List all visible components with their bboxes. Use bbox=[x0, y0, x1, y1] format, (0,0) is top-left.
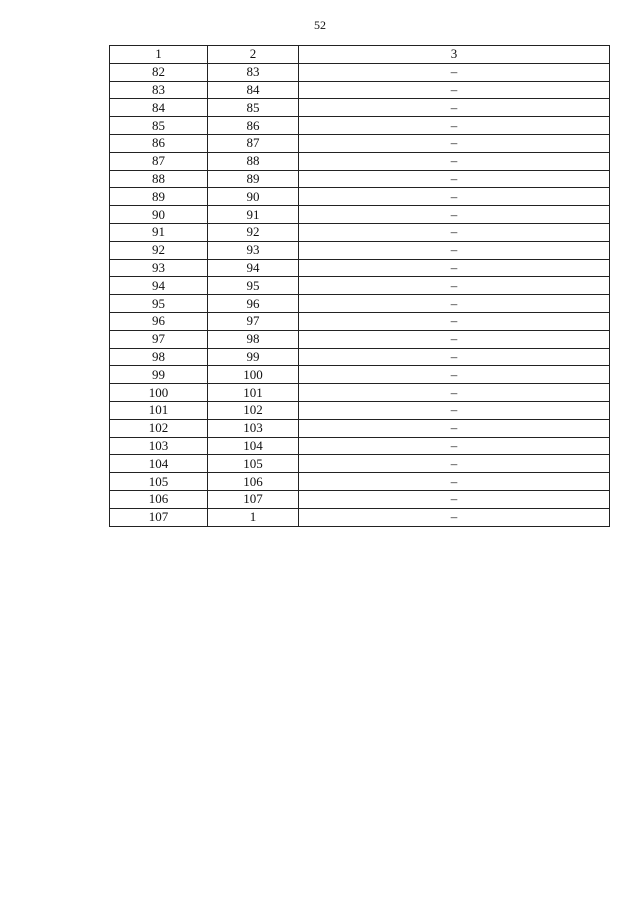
table-cell-col3: – bbox=[299, 63, 610, 81]
table-cell-col3: – bbox=[299, 170, 610, 188]
table-cell-col1: 93 bbox=[110, 259, 208, 277]
table-cell-col2: 94 bbox=[208, 259, 299, 277]
table-cell-col3: – bbox=[299, 312, 610, 330]
table-row bbox=[110, 455, 610, 473]
table-row bbox=[110, 277, 610, 295]
table-body bbox=[110, 63, 610, 526]
table-cell-col1: 106 bbox=[110, 490, 208, 508]
table-cell-col2: 84 bbox=[208, 81, 299, 99]
table-row bbox=[110, 419, 610, 437]
table-cell-col3: – bbox=[299, 508, 610, 526]
table-cell-col2: 105 bbox=[208, 455, 299, 473]
table-cell-col2: 83 bbox=[208, 63, 299, 81]
table-cell-col1: 91 bbox=[110, 223, 208, 241]
table-cell-col3: – bbox=[299, 366, 610, 384]
table-row bbox=[110, 508, 610, 526]
table-cell-col3: – bbox=[299, 348, 610, 366]
table-cell-col3: – bbox=[299, 437, 610, 455]
table-row bbox=[110, 241, 610, 259]
table-cell-col3: – bbox=[299, 188, 610, 206]
table-cell-col1: 98 bbox=[110, 348, 208, 366]
table-cell-col3: – bbox=[299, 401, 610, 419]
table-cell-col3: – bbox=[299, 223, 610, 241]
table-row bbox=[110, 384, 610, 402]
table-cell-col1: 89 bbox=[110, 188, 208, 206]
table-cell-col2: 97 bbox=[208, 312, 299, 330]
table-cell-col3: – bbox=[299, 241, 610, 259]
table-row bbox=[110, 348, 610, 366]
table-cell-col1: 90 bbox=[110, 206, 208, 224]
table-cell-col3: – bbox=[299, 99, 610, 117]
table-row bbox=[110, 312, 610, 330]
table-cell-col2: 95 bbox=[208, 277, 299, 295]
table-cell-col1: 92 bbox=[110, 241, 208, 259]
data-table bbox=[109, 45, 610, 527]
table-cell-col1: 96 bbox=[110, 312, 208, 330]
table-cell-col2: 96 bbox=[208, 295, 299, 313]
table-cell-col1: 82 bbox=[110, 63, 208, 81]
table-cell-col2: 91 bbox=[208, 206, 299, 224]
table-cell-col2: 98 bbox=[208, 330, 299, 348]
table-cell-col2: 99 bbox=[208, 348, 299, 366]
table-row bbox=[110, 170, 610, 188]
column-header-1: 1 bbox=[110, 46, 208, 64]
table-cell-col1: 105 bbox=[110, 473, 208, 491]
table-cell-col1: 103 bbox=[110, 437, 208, 455]
table-cell-col3: – bbox=[299, 152, 610, 170]
table-cell-col1: 95 bbox=[110, 295, 208, 313]
table-cell-col2: 93 bbox=[208, 241, 299, 259]
table-cell-col1: 107 bbox=[110, 508, 208, 526]
table-cell-col2: 100 bbox=[208, 366, 299, 384]
table-cell-col3: – bbox=[299, 295, 610, 313]
table-cell-col1: 85 bbox=[110, 117, 208, 135]
table-cell-col1: 83 bbox=[110, 81, 208, 99]
table-row bbox=[110, 295, 610, 313]
table-cell-col2: 1 bbox=[208, 508, 299, 526]
table-cell-col1: 101 bbox=[110, 401, 208, 419]
table-row bbox=[110, 134, 610, 152]
table-cell-col2: 87 bbox=[208, 134, 299, 152]
table-cell-col3: – bbox=[299, 419, 610, 437]
table-cell-col3: – bbox=[299, 259, 610, 277]
table-cell-col1: 86 bbox=[110, 134, 208, 152]
table-cell-col2: 104 bbox=[208, 437, 299, 455]
table-row bbox=[110, 81, 610, 99]
table-row bbox=[110, 490, 610, 508]
table-cell-col2: 102 bbox=[208, 401, 299, 419]
table-cell-col2: 103 bbox=[208, 419, 299, 437]
table-cell-col3: – bbox=[299, 384, 610, 402]
table-cell-col1: 94 bbox=[110, 277, 208, 295]
table-row bbox=[110, 437, 610, 455]
table-row bbox=[110, 473, 610, 491]
column-header-3: 3 bbox=[299, 46, 610, 64]
table-header bbox=[110, 46, 610, 64]
table-row bbox=[110, 99, 610, 117]
table-cell-col3: – bbox=[299, 81, 610, 99]
table-row bbox=[110, 117, 610, 135]
table-row bbox=[110, 259, 610, 277]
table-cell-col2: 92 bbox=[208, 223, 299, 241]
table-row bbox=[110, 63, 610, 81]
table-row bbox=[110, 206, 610, 224]
table-cell-col2: 106 bbox=[208, 473, 299, 491]
table-cell-col3: – bbox=[299, 134, 610, 152]
table-cell-col3: – bbox=[299, 473, 610, 491]
table-cell-col1: 100 bbox=[110, 384, 208, 402]
table-row bbox=[110, 223, 610, 241]
page-number: 52 bbox=[314, 18, 326, 32]
table-cell-col3: – bbox=[299, 117, 610, 135]
table-cell-col3: – bbox=[299, 490, 610, 508]
table-cell-col1: 102 bbox=[110, 419, 208, 437]
table-cell-col3: – bbox=[299, 206, 610, 224]
table-cell-col1: 104 bbox=[110, 455, 208, 473]
table-row bbox=[110, 330, 610, 348]
column-header-2: 2 bbox=[208, 46, 299, 64]
table-cell-col2: 107 bbox=[208, 490, 299, 508]
table-row bbox=[110, 366, 610, 384]
table-cell-col1: 97 bbox=[110, 330, 208, 348]
table-row bbox=[110, 188, 610, 206]
table-cell-col1: 88 bbox=[110, 170, 208, 188]
table-row bbox=[110, 152, 610, 170]
table-cell-col2: 85 bbox=[208, 99, 299, 117]
table-cell-col2: 90 bbox=[208, 188, 299, 206]
table-cell-col3: – bbox=[299, 277, 610, 295]
table-cell-col2: 101 bbox=[208, 384, 299, 402]
table-cell-col3: – bbox=[299, 330, 610, 348]
header-row bbox=[110, 46, 610, 64]
table-cell-col2: 89 bbox=[208, 170, 299, 188]
table-cell-col2: 86 bbox=[208, 117, 299, 135]
table-cell-col1: 99 bbox=[110, 366, 208, 384]
table-cell-col1: 84 bbox=[110, 99, 208, 117]
table-cell-col2: 88 bbox=[208, 152, 299, 170]
table-cell-col3: – bbox=[299, 455, 610, 473]
table-cell-col1: 87 bbox=[110, 152, 208, 170]
table-row bbox=[110, 401, 610, 419]
